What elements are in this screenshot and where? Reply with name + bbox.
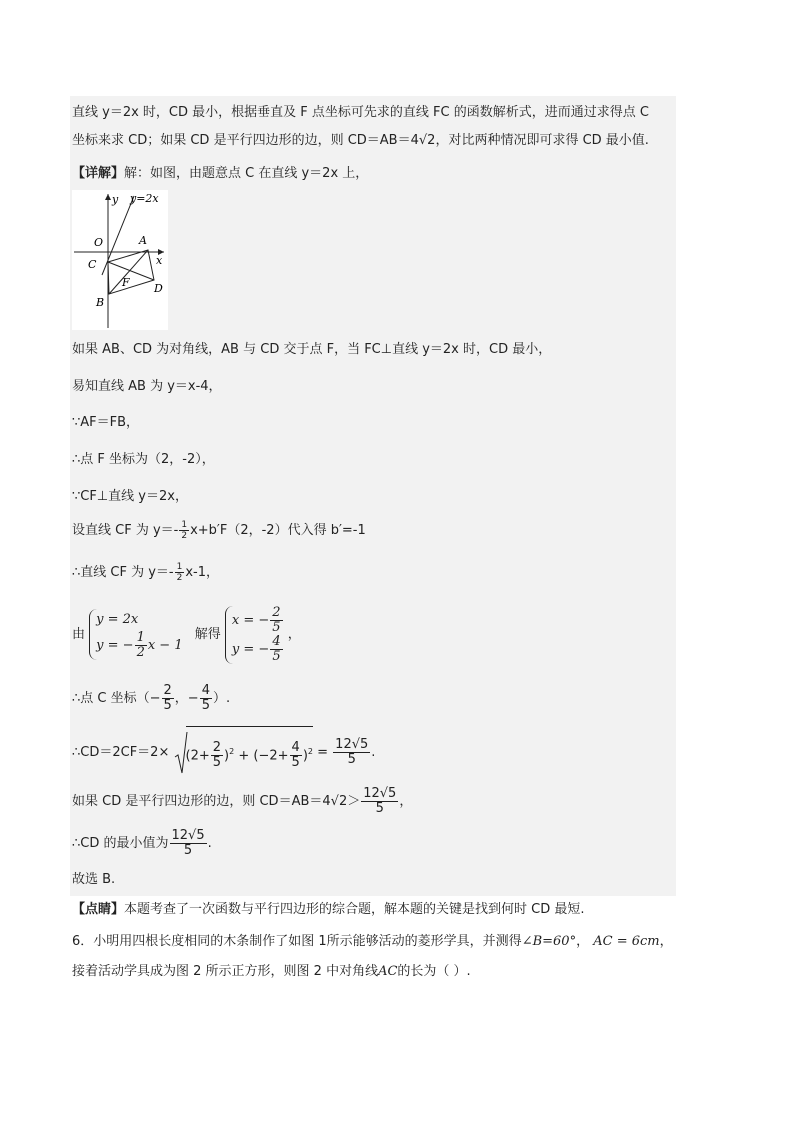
step-7: ∴直线 CF 为 y＝- $\frac{1}{2}$ x-1， (72, 562, 219, 583)
sqrt-2: √2 (418, 133, 436, 148)
analysis-line-1: 直线 y＝2x 时，CD 最小，根据垂直及 F 点坐标可先求的直线 FC 的函数解析式，进而通过求得点 C (72, 105, 649, 120)
point-o-label: O (94, 236, 104, 249)
step-1: 如果 AB、CD 为对角线，AB 与 CD 交于点 F，当 FC⊥直线 y＝2x 时，CD 最小， (72, 342, 552, 357)
solution-system: x = − $\frac{2}{5}$ y = − $\frac{4}{5}$ (225, 606, 284, 664)
point-d-label: D (154, 282, 163, 295)
answer-choice: 故选 B. (72, 872, 116, 887)
cd-computation: ∴CD＝2CF＝2× (2+ $\frac{2}{5}$ )$^2$ + (−2+ $\frac{4}{5}$ )$^2$ = $\frac{12√5}{5}$ . (72, 726, 375, 772)
step-5: ∵CF⊥直线 y＝2x， (72, 489, 188, 504)
question-6-line-2: 接着活动学具成为图 2 所示正方形，则图 2 中对角线AC的长为（ ）. (72, 964, 471, 979)
analysis-line-2: 坐标来求 CD；如果 CD 是平行四边形的边，则 CD＝AB＝4√2，对比两种情况即可求得 CD 最小值. (72, 133, 649, 148)
radicand: (2+ $\frac{2}{5}$ )$^2$ + (−2+ $\frac{4}{5}$ )$^2$ (186, 726, 313, 779)
point-a-label: A (139, 234, 147, 247)
step-4: ∴点 F 坐标为（2，-2）， (72, 452, 215, 467)
detail-line: 【详解】解：如图，由题意点 C 在直线 y＝2x 上， (72, 166, 369, 181)
y-axis-label: y (112, 193, 119, 206)
question-6-line-1: 6．小明用四根长度相同的木条制作了如图 1所示能够活动的菱形学具，并测得∠B=60°， AC = 6cm， (72, 934, 673, 949)
point-b-label: B (96, 296, 105, 309)
comment-tag: 【点睛】 (72, 902, 125, 917)
point-c-label: C (88, 258, 97, 271)
step-3: ∵AF＝FB， (72, 415, 140, 430)
minimum-line: ∴CD 的最小值为 $\frac{12√5}{5}$ . (72, 828, 212, 858)
point-c-coordinates: ∴点 C 坐标（− $\frac{2}{5}$ ，− $\frac{4}{5}$ ）. (72, 683, 231, 713)
line-label: y=2x (130, 192, 159, 205)
comment-line: 【点睛】本题考查了一次函数与平行四边形的综合题，解本题的关键是找到何时 CD 最短. (72, 902, 585, 917)
fraction-half: $\frac{1}{2}$ (176, 562, 183, 583)
equation-system: y = 2x y = − $\frac{1}{2}$ x − 1 (89, 609, 182, 660)
fraction-half: $\frac{1}{2}$ (181, 520, 188, 541)
step-6: 设直线 CF 为 y＝- $\frac{1}{2}$ x+b′F（2，-2）代入得 b′=-1 (72, 520, 366, 541)
equation-system-line: 由 y = 2x y = − $\frac{1}{2}$ x − 1 解得 x = − $\frac{2}{5}$ y = − $\frac{4}{5}$ ， (72, 604, 301, 664)
detail-tag: 【详解】 (72, 166, 125, 181)
point-f-label: F (122, 276, 130, 289)
x-axis-label: x (156, 254, 163, 267)
step-2: 易知直线 AB 为 y＝x-4， (72, 379, 222, 394)
result-fraction: $\frac{12√5}{5}$ (335, 737, 369, 768)
edge-case-line: 如果 CD 是平行四边形的边，则 CD＝AB＝4√2＞ $\frac{12√5}{5}$ ， (72, 786, 413, 816)
coordinate-figure (72, 190, 168, 330)
